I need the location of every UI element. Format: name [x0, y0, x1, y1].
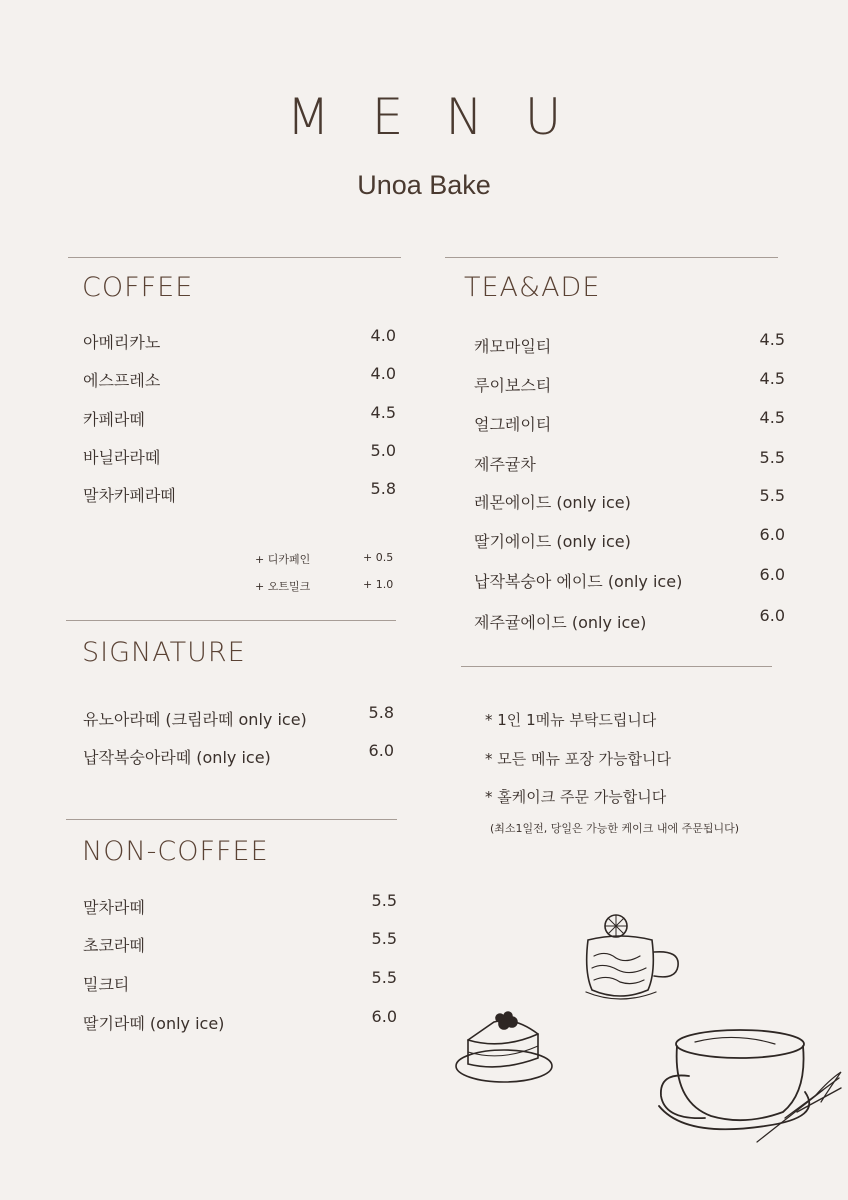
non-coffee-divider [66, 819, 397, 820]
non-coffee-item [83, 968, 397, 1002]
tea-ade-item [474, 408, 785, 442]
signature-item [83, 703, 394, 737]
item-name: 말차카페라떼 [83, 486, 176, 505]
tea-ade-item [474, 565, 785, 599]
item-name: 말차라떼 [83, 898, 145, 917]
item-price: 4.0 [370, 326, 396, 345]
signature-divider [66, 620, 396, 621]
note-whole-cake-order: * 홀케이크 주문 가능합니다 [485, 788, 667, 806]
item-price: 6.0 [368, 741, 394, 760]
coffee-item [83, 441, 396, 475]
signature-title: SIGNATURE [82, 637, 246, 668]
tea-ade-item [474, 330, 785, 364]
item-name: 카페라떼 [83, 410, 145, 429]
extra-decaf-price: + 0.5 [363, 551, 394, 564]
note-whole-cake-detail: (최소1일전, 당일은 가능한 케이크 내에 주문됩니다) [490, 822, 740, 835]
coffee-divider [68, 257, 401, 258]
item-price: 6.0 [759, 565, 785, 584]
item-name: 납작복숭아라떼 (only ice) [83, 748, 271, 767]
item-name: 에스프레소 [83, 371, 161, 390]
coffee-item [83, 364, 396, 398]
coffee-title: COFFEE [82, 272, 194, 303]
extra-oatmilk-label: + 오트밀크 [255, 580, 311, 593]
coffee-item [83, 403, 396, 437]
extra-decaf-label: + 디카페인 [255, 553, 311, 566]
cake-slice-icon [454, 1010, 564, 1088]
item-price: 5.8 [370, 479, 396, 498]
coffee-cup-icon [655, 1022, 845, 1152]
item-price: 5.8 [368, 703, 394, 722]
tea-ade-title: TEA&ADE [464, 272, 601, 303]
item-name: 제주귤차 [474, 455, 536, 474]
signature-item [83, 741, 394, 775]
item-price: 4.5 [370, 403, 396, 422]
item-price: 5.5 [371, 929, 397, 948]
note-takeout-available: * 모든 메뉴 포장 가능합니다 [485, 750, 671, 768]
menu-title: MENU [286, 88, 604, 146]
item-name: 납작복숭아 에이드 (only ice) [474, 572, 683, 591]
coffee-item [83, 326, 396, 360]
extra-oatmilk-price: + 1.0 [363, 578, 394, 591]
non-coffee-item [83, 891, 397, 925]
item-name: 초코라떼 [83, 936, 145, 955]
item-price: 5.0 [370, 441, 396, 460]
non-coffee-item [83, 1007, 397, 1041]
item-name: 캐모마일티 [474, 337, 552, 356]
tea-ade-item [474, 448, 785, 482]
tea-ade-item [474, 525, 785, 559]
item-name: 루이보스티 [474, 376, 552, 395]
non-coffee-item [83, 929, 397, 963]
item-name: 유노아라떼 (크림라떼 only ice) [83, 710, 307, 729]
non-coffee-title: NON-COFFEE [82, 836, 269, 867]
item-price: 5.5 [371, 968, 397, 987]
item-price: 6.0 [759, 606, 785, 625]
item-price: 6.0 [371, 1007, 397, 1026]
cafe-name: Unoa Bake [357, 170, 491, 200]
tea-ade-item [474, 486, 785, 520]
iced-drink-icon [580, 912, 686, 1002]
notes-divider [461, 666, 772, 667]
item-name: 아메리카노 [83, 333, 161, 352]
tea-ade-item [474, 606, 785, 640]
item-price: 4.5 [759, 330, 785, 349]
item-name: 바닐라라떼 [83, 448, 161, 467]
item-name: 딸기에이드 (only ice) [474, 532, 631, 551]
item-name: 제주귤에이드 (only ice) [474, 613, 647, 632]
item-price: 6.0 [759, 525, 785, 544]
item-price: 5.5 [759, 486, 785, 505]
item-price: 5.5 [371, 891, 397, 910]
item-name: 딸기라떼 (only ice) [83, 1014, 225, 1033]
item-name: 얼그레이티 [474, 415, 552, 434]
item-name: 밀크티 [83, 975, 130, 994]
item-name: 레몬에이드 (only ice) [474, 493, 631, 512]
tea-ade-item [474, 369, 785, 403]
item-price: 4.0 [370, 364, 396, 383]
coffee-item [83, 479, 396, 513]
item-price: 4.5 [759, 408, 785, 427]
item-price: 4.5 [759, 369, 785, 388]
note-one-menu-per-person: * 1인 1메뉴 부탁드립니다 [485, 711, 657, 729]
tea-ade-divider [445, 257, 778, 258]
item-price: 5.5 [759, 448, 785, 467]
